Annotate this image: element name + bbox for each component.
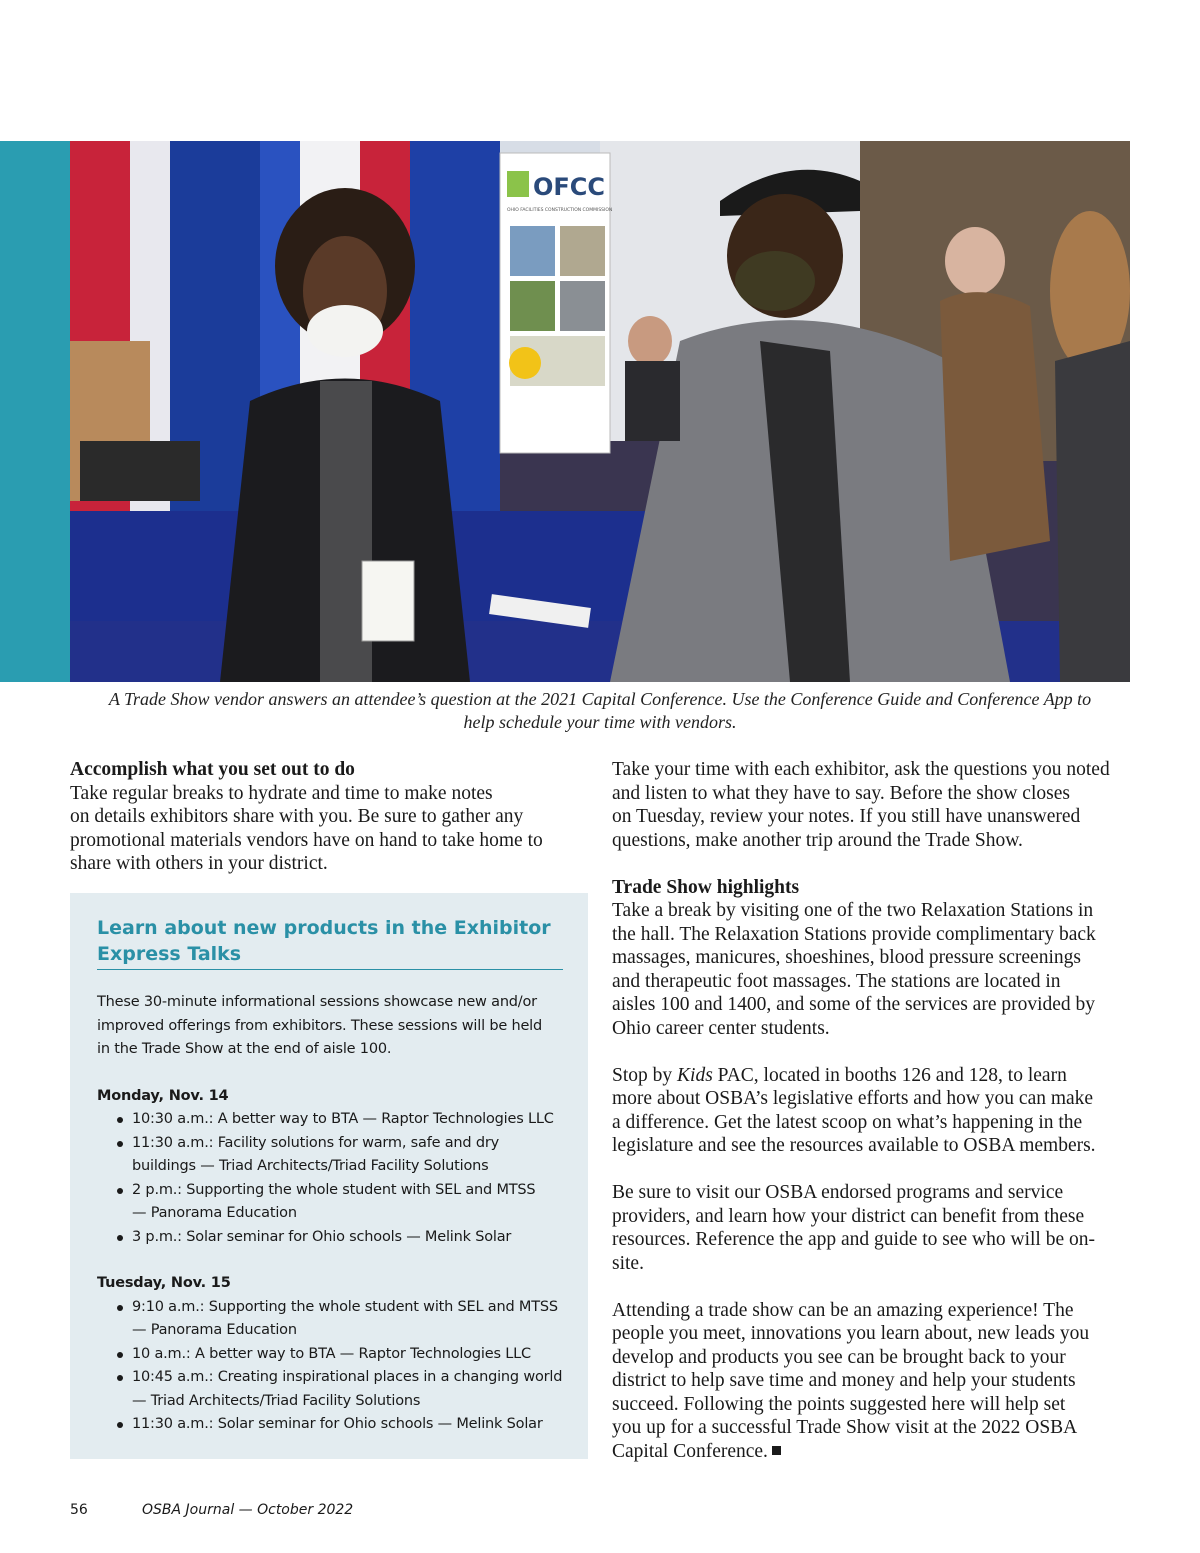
photo-caption [70, 688, 1130, 734]
end-of-article-square-icon [772, 1446, 781, 1455]
sidebar-title [97, 915, 563, 970]
body-line: providers, and learn how your district can benefit from these [612, 1205, 1085, 1227]
sidebar-intro-line: These 30-minute informational sessions showcase new and/or [97, 994, 537, 1010]
body-line: Ohio career center students. [612, 1017, 830, 1039]
body-line: Take regular breaks to hydrate and time to make notes [70, 782, 493, 804]
session-text: 3 p.m.: Solar seminar for Ohio schools — Melink Solar [132, 1228, 512, 1245]
body-line: develop and products you see can be brought back to your [612, 1346, 1066, 1368]
list-item [117, 1366, 563, 1413]
body-line: you up for a successful Trade Show visit at the 2022 OSBA [612, 1417, 1078, 1438]
caption-line: A Trade Show vendor answers an attendee’s question at the 2021 Capital Conference. Use the Conference Guide and Conference App to [108, 689, 1092, 709]
list-item [117, 1108, 563, 1132]
body-line: on Tuesday, review your notes. If you still have unanswered [612, 806, 1081, 827]
list-item [117, 1179, 563, 1226]
session-text: 10 a.m.: A better way to BTA — Raptor Technologies LLC [132, 1345, 531, 1362]
tuesday-session-list [97, 1296, 563, 1437]
booth-sign-text: OFCC [533, 173, 606, 201]
page-footer [70, 1502, 353, 1518]
session-text: — Triad Architects/Triad Facility Solutions [132, 1392, 421, 1409]
booth-sign-subtext: OHIO FACILITIES CONSTRUCTION COMMISSION [507, 208, 613, 213]
body-line: and listen to what they have to say. Before the show closes [612, 782, 1070, 804]
body-line: massages, manicures, shoeshines, blood pressure screenings [612, 947, 1081, 968]
body-line: district to help save time and money and help your students [612, 1370, 1076, 1391]
text-run: PAC, located in booths 126 and 128, to learn [712, 1064, 1067, 1086]
body-line: Be sure to visit our OSBA endorsed programs and service [612, 1182, 1064, 1203]
body-line: questions, make another trip around the Trade Show. [612, 829, 1023, 851]
section-heading-highlights: Trade Show highlights [612, 876, 800, 898]
sidebar-title-line: Express Talks [97, 943, 242, 965]
body-line: share with others in your district. [70, 853, 328, 874]
publication-title: OSBA Journal — October 2022 [142, 1502, 354, 1518]
session-text: — Panorama Education [132, 1322, 297, 1338]
session-text: 2 p.m.: Supporting the whole student with SEL and MTSS [132, 1181, 536, 1198]
body-line: promotional materials vendors have on hand to take home to [70, 829, 543, 851]
body-line: the hall. The Relaxation Stations provide complimentary back [612, 923, 1096, 945]
body-line: Take a break by visiting one of the two Relaxation Stations in [612, 900, 1094, 921]
list-item [117, 1226, 563, 1250]
monday-session-list [97, 1108, 563, 1249]
kids-pac-italic: Kids [677, 1064, 713, 1086]
session-text: 10:45 a.m.: Creating inspirational places in a changing world [132, 1369, 563, 1385]
body-line: people you meet, innovations you learn about, new leads you [612, 1323, 1090, 1344]
body-line: a difference. Get the latest scoop on what’s happening in the [612, 1111, 1083, 1133]
caption-line: help schedule your time with vendors. [463, 712, 737, 732]
body-line: and therapeutic foot massages. The stations are located in [612, 970, 1061, 992]
session-text: 10:30 a.m.: A better way to BTA — Raptor Technologies LLC [132, 1111, 554, 1127]
session-text: buildings — Triad Architects/Triad Facility Solutions [132, 1158, 489, 1174]
section-heading-accomplish: Accomplish what you set out to do [70, 759, 355, 780]
session-text: 11:30 a.m.: Facility solutions for warm, safe and dry [132, 1134, 499, 1151]
trade-show-photo [70, 141, 1130, 682]
sidebar-intro-line: in the Trade Show at the end of aisle 100. [97, 1041, 392, 1057]
body-line: Take your time with each exhibitor, ask the questions you noted [612, 759, 1110, 780]
teal-accent-bar [0, 141, 70, 682]
session-text: 11:30 a.m.: Solar seminar for Ohio schools — Melink Solar [132, 1416, 543, 1432]
body-line: Attending a trade show can be an amazing experience! The [612, 1299, 1074, 1321]
day-heading-monday: Monday, Nov. 14 [97, 1087, 229, 1104]
right-column [612, 758, 1132, 1463]
body-line [612, 1440, 1132, 1464]
list-item [117, 1296, 563, 1343]
body-line: resources. Reference the app and guide to see who will be on- [612, 1229, 1095, 1250]
list-item [117, 1343, 563, 1367]
sidebar-intro-line: improved offerings from exhibitors. These sessions will be held [97, 1017, 542, 1034]
body-line: on details exhibitors share with you. Be sure to gather any [70, 806, 524, 827]
page-number: 56 [70, 1502, 88, 1518]
body-line: more about OSBA’s legislative efforts and how you can make [612, 1088, 1094, 1109]
session-text: 9:10 a.m.: Supporting the whole student with SEL and MTSS [132, 1298, 558, 1315]
body-line: succeed. Following the points suggested here will help set [612, 1393, 1066, 1415]
body-line [612, 1064, 1132, 1088]
session-text: — Panorama Education [132, 1205, 297, 1221]
exhibitor-talks-sidebar [70, 893, 588, 1459]
list-item [117, 1132, 563, 1179]
day-heading-tuesday: Tuesday, Nov. 15 [97, 1275, 231, 1291]
text-run: Stop by [612, 1064, 678, 1086]
body-line: site. [612, 1252, 644, 1274]
body-line: legislature and see the resources available to OSBA members. [612, 1135, 1096, 1156]
list-item [117, 1413, 563, 1437]
body-line: aisles 100 and 1400, and some of the services are provided by [612, 994, 1096, 1015]
left-column [70, 758, 590, 876]
sidebar-title-line: Learn about new products in the Exhibitor [97, 917, 551, 939]
text-run: Capital Conference. [612, 1440, 768, 1462]
